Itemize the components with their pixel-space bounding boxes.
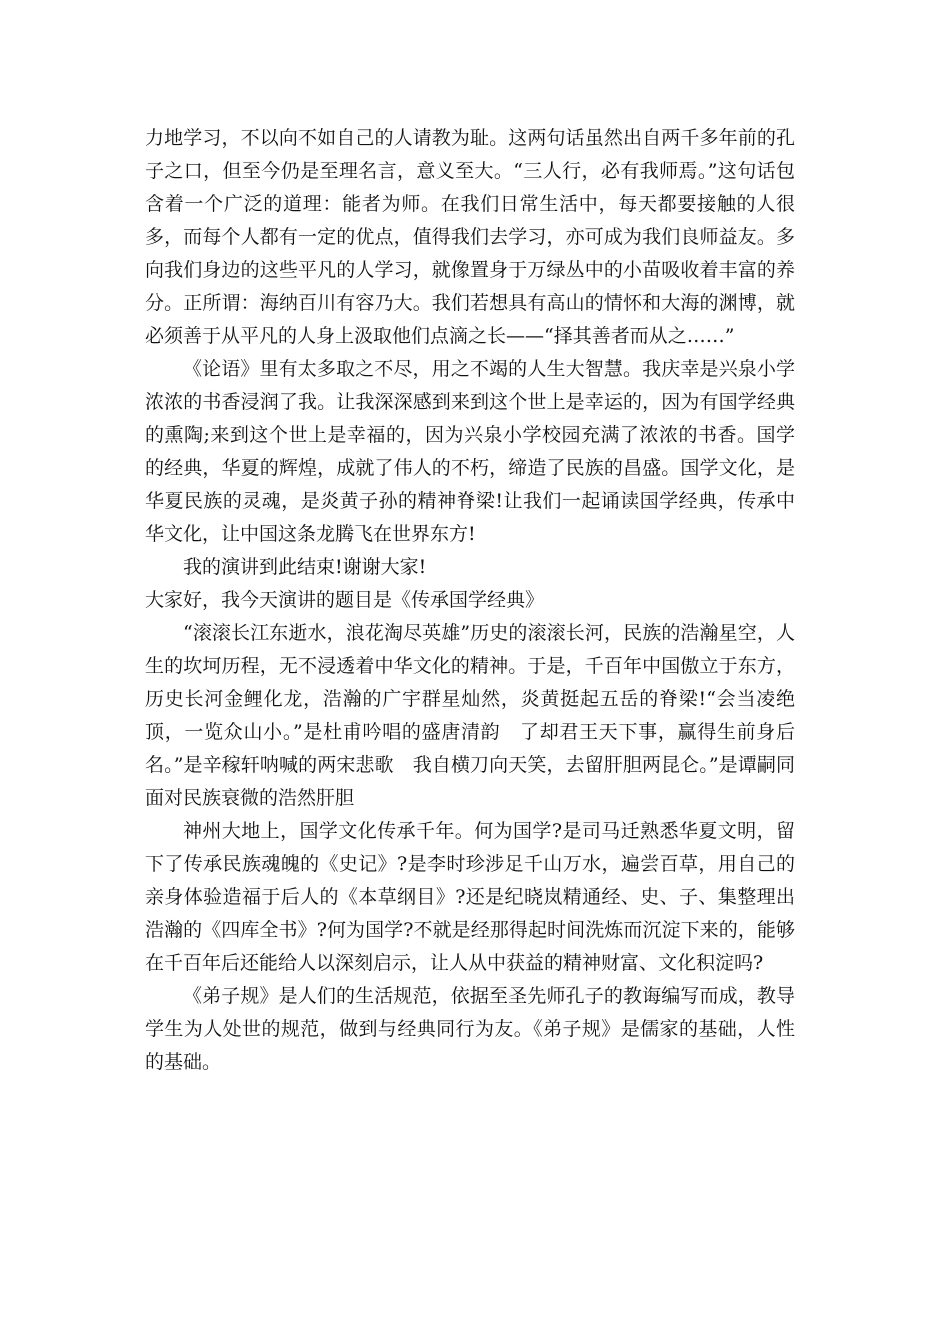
paragraph-lunyu: 《论语》里有太多取之不尽，用之不竭的人生大智慧。我庆幸是兴泉小学浓浓的书香浸润了我。让我深深感到来到这个世上是幸运的，因为有国学经典的熏陶;来到这个世上是幸福的，因为兴泉小学校园充满了浓浓的书香。国学的经典，华夏的辉煌，成就了伟人的不朽，缔造了民族的昌盛。国学文化，是华夏民族的灵魂，是炎黄子孙的精神脊梁!让我们一起诵读国学经典，传承中华文化，让中国这条龙腾飞在世界东方! — [145, 358, 795, 545]
paragraph-dizigui: 《弟子规》是人们的生活规范，依据至圣先师孔子的教诲编写而成，教导学生为人处世的规范，做到与经典同行为友。《弟子规》是儒家的基础，人性的基础。 — [145, 985, 795, 1073]
speech-title-line: 大家好，我今天演讲的题目是《传承国学经典》 — [145, 589, 545, 611]
document-page — [145, 122, 795, 1079]
paragraph-continuation: 力地学习，不以向不如自己的人请教为耻。这两句话虽然出自两千多年前的孔子之口，但至今仍是至理名言，意义至大。“三人行，必有我师焉。”这句话包含着一个广泛的道理：能者为师。在我们日常生活中，每天都要接触的人很多，而每个人都有一定的优点，值得我们去学习，亦可成为我们良师益友。多向我们身边的这些平凡的人学习，就像置身于万绿丛中的小苗吸收着丰富的养分。正所谓：海纳百川有容乃大。我们若想具有高山的情怀和大海的渊博，就必须善于从平凡的人身上汲取他们点滴之长——“择其善者而从之……” — [145, 127, 795, 347]
paragraph-closing: 我的演讲到此结束!谢谢大家! — [183, 556, 427, 578]
paragraph-guoxue: 神州大地上，国学文化传承千年。何为国学?是司马迁熟悉华夏文明，留下了传承民族魂魄的《史记》?是李时珍涉足千山万水，遍尝百草，用自己的亲身体验造福于后人的《本草纲目》?还是纪晓岚精通经、史、子、集整理出浩瀚的《四库全书》?何为国学?不就是经那得起时间洗炼而沉淀下来的，能够在千百年后还能给人以深刻启示，让人从中获益的精神财富、文化积淀吗? — [145, 820, 795, 974]
paragraph-history: “滚滚长江东逝水，浪花淘尽英雄”历史的滚滚长河，民族的浩瀚星空，人生的坎坷历程，无不浸透着中华文化的精神。于是，千百年中国傲立于东方，历史长河金鲤化龙，浩瀚的广宇群星灿然，炎黄挺起五岳的脊梁!“会当凌绝顶，一览众山小。”是杜甫吟唱的盛唐清韵 了却君王天下事，赢得生前身后名。”是辛稼轩呐喊的两宋悲歌 我自横刀向天笑，去留肝胆两昆仑。”是谭嗣同面对民族衰微的浩然肝胆 — [145, 622, 795, 809]
